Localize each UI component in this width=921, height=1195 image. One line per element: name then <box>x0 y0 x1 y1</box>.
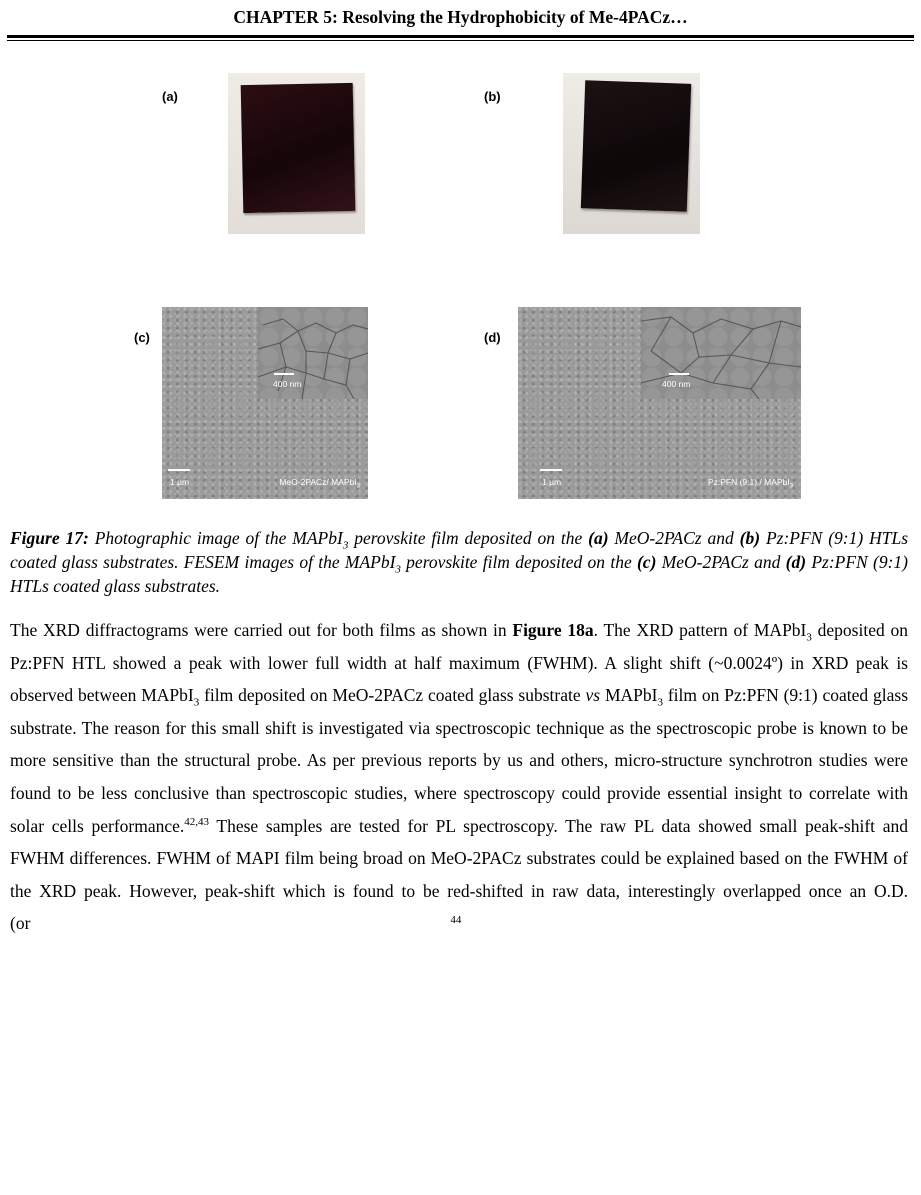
panel-label-c: (c) <box>134 330 150 345</box>
caption-lead: Figure 17: <box>10 528 89 548</box>
scale-bar <box>540 469 562 471</box>
sample-label: MeO-2PACz/ MAPbI$_3$ <box>279 477 360 490</box>
inset-scale-label: 400 nm <box>662 379 691 389</box>
chapter-header: CHAPTER 5: Resolving the Hydrophobicity of Me-4PACz… <box>233 7 688 27</box>
header-rule-thin <box>7 40 914 41</box>
scale-label: 1 µm <box>170 477 190 487</box>
sem-inset-grains <box>258 307 368 399</box>
perovskite-film-black <box>581 80 691 212</box>
scale-label: 1 µm <box>542 477 562 487</box>
inset-scale-bar <box>669 373 689 375</box>
photo-film-meo-2pacz <box>228 73 365 234</box>
figure-reference: Figure 18a <box>512 620 594 640</box>
scale-bar <box>168 469 190 471</box>
sample-label: Pz:PFN (9:1) / MAPbI$_3$ <box>707 477 793 490</box>
citation: 44 <box>450 913 462 926</box>
body-paragraph: The XRD diffractograms were carried out for both films as shown in Figure 18a. The XRD pattern of MAPbI$_3$ deposited on Pz:PFN HTL showed a peak with lower full width at half maximum (FWHM). A slight shift (~0.0024º) in XRD peak is observed between MAPbI$_3$ film deposited on MeO-2PACz coated glass substrate vs MAPbI$_3$ film on Pz:PFN (9:1) coated glass substrate. The reason for this small shift is investigated via spectroscopic technique as the spectroscopic probe is known to be more sensitive than the structural probe. As per previous reports by us and others, micro-structure synchrotron studies were found to be less conclusive than spectroscopic studies, where spectroscopy could provide essential insight to correlate with solar cells performance.$^{42,43}$ These samples are tested for PL spectroscopy. The raw PL data showed small peak-shift and FWHM differences. FWHM of MAPI film being broad on MeO-2PACz substrates could be explained based on the FWHM of the XRD peak. However, peak-shift which is found to be red-shifted in raw data, interestingly overlapped once an O.D. (or $^{44}$ <box>10 620 909 934</box>
panel-label-a: (a) <box>162 89 178 104</box>
inset-scale-label: 400 nm <box>273 379 302 389</box>
sem-image-meo-2pacz <box>162 307 368 499</box>
panel-label-d: (d) <box>484 330 501 345</box>
inset-scale-bar <box>274 373 294 375</box>
photo-film-pz-pfn <box>563 73 700 234</box>
panel-label-b: (b) <box>484 89 501 104</box>
citation: 42,43 <box>184 815 210 828</box>
figure-caption: Figure 17: Photographic image of the MAPbI$_3$ perovskite film deposited on the (a) MeO-2PACz and (b) Pz:PFN (9:1) HTLs coated glass substrates. FESEM images of the MAPbI$_3$ perovskite film deposited on the (c) MeO-2PACz and (d) Pz:PFN (9:1) HTLs coated glass substrates. <box>10 528 909 596</box>
perovskite-film-dark-red <box>241 83 356 213</box>
header-rule-thick <box>7 35 914 38</box>
sem-image-pz-pfn <box>518 307 801 499</box>
sem-inset-grains <box>641 307 801 399</box>
